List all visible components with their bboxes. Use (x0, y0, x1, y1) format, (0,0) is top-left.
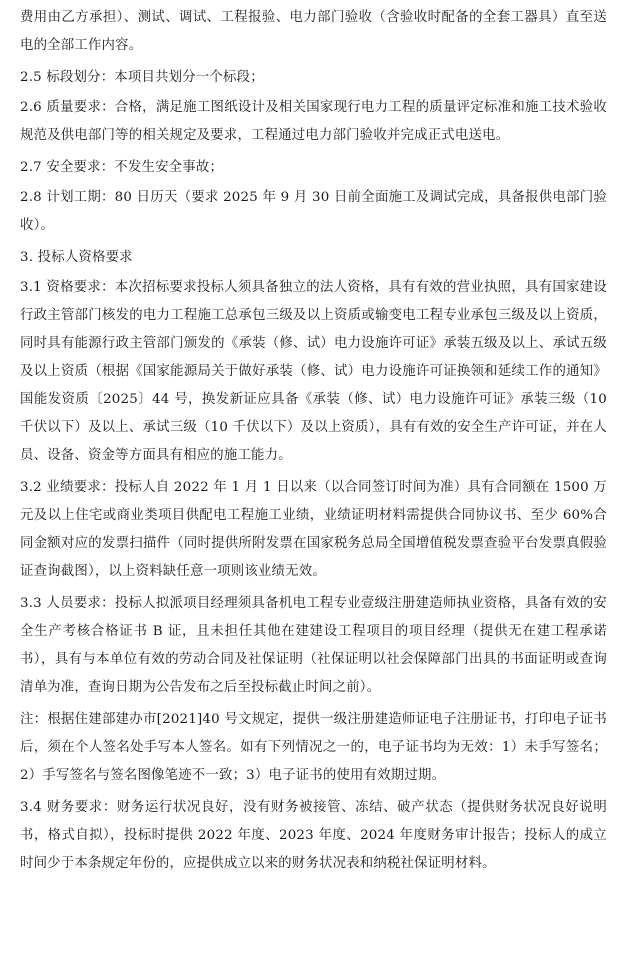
paragraph-2-8-schedule: 2.8 计划工期：80 日历天（要求 2025 年 9 月 30 日前全面施工及调试完成，具备报供电部门验收）。 (20, 190, 607, 233)
paragraph-2-7-safety: 2.7 安全要求：不发生安全事故； (20, 160, 224, 175)
paragraph-3-4-finance: 3.4 财务要求：财务运行状况良好，没有财务被接管、冻结、破产状态（提供财务状况良好说明书，格式自拟），投标时提供 2022 年度、2023 年度、2024 年度财务审计报告；投标人的成立时间少于本条规定年份的，应提供成立以来的财务状况表和纳税社保证明材料。 (20, 800, 607, 871)
section-heading-3: 3. 投标人资格要求 (20, 250, 133, 265)
paragraph-3-3-personnel: 3.3 人员要求：投标人拟派项目经理须具备机电工程专业壹级注册建造师执业资格，具备有效的安全生产考核合格证书 B 证，且未担任其他在建建设工程项目的项目经理（提供无在建工程承诺书），具有与本单位有效的劳动合同及社保证明（社保证明以社会保障部门出具的书面证明或查询清单为准，查询日期为公告发布之后至投标截止时间之前）。 (20, 596, 607, 695)
paragraph-scope-continued: 费用由乙方承担）、测试、调试、工程报验、电力部门验收（含验收时配备的全套工器具）直至送电的全部工作内容。 (20, 10, 607, 53)
paragraph-3-1-qualification: 3.1 资格要求：本次招标要求投标人须具备独立的法人资格，具有有效的营业执照，具有国家建设行政主管部门核发的电力工程施工总承包三级及以上资质或输变电工程专业承包三级及以上资质，同时具有能源行政主管部门颁发的《承装（修、试）电力设施许可证》承装五级及以上、承试五级及以上资质（根据《国家能源局关于做好承装（修、试）电力设施许可证换领和延续工作的通知》国能发资质〔2025〕44 号，换发新证应具备《承装（修、试）电力设施许可证》承装三级（10 千伏以下）及以上、承试三级（10 千伏以下）及以上资质），具有有效的安全生产许可证，并在人员、设备、资金等方面具有相应的施工能力。 (20, 280, 607, 463)
paragraph-note: 注：根据住建部建办市[2021]40 号文规定，提供一级注册建造师证电子注册证书，打印电子证书后，须在个人签名处手写本人签名。如有下列情况之一的，电子证书均为无效：1）未手写签名；2）手写签名与签名图像笔迹不一致；3）电子证书的使用有效期过期。 (20, 712, 607, 783)
paragraph-2-5-sections: 2.5 标段划分：本项目共划分一个标段； (20, 70, 264, 85)
paragraph-3-2-performance: 3.2 业绩要求：投标人自 2022 年 1 月 1 日以来（以合同签订时间为准）具有合同额在 1500 万元及以上住宅或商业类项目供配电工程施工业绩，业绩证明材料需提供合同协议书、至少 60%合同金额对应的发票扫描件（同时提供所附发票在国家税务总局全国增值税发票查验平台发票真假验证查询截图），以上资料缺任意一项则该业绩无效。 (20, 480, 607, 579)
paragraph-2-6-quality: 2.6 质量要求：合格，满足施工图纸设计及相关国家现行电力工程的质量评定标准和施工技术验收规范及供电部门等的相关规定及要求，工程通过电力部门验收并完成正式电送电。 (20, 100, 607, 143)
